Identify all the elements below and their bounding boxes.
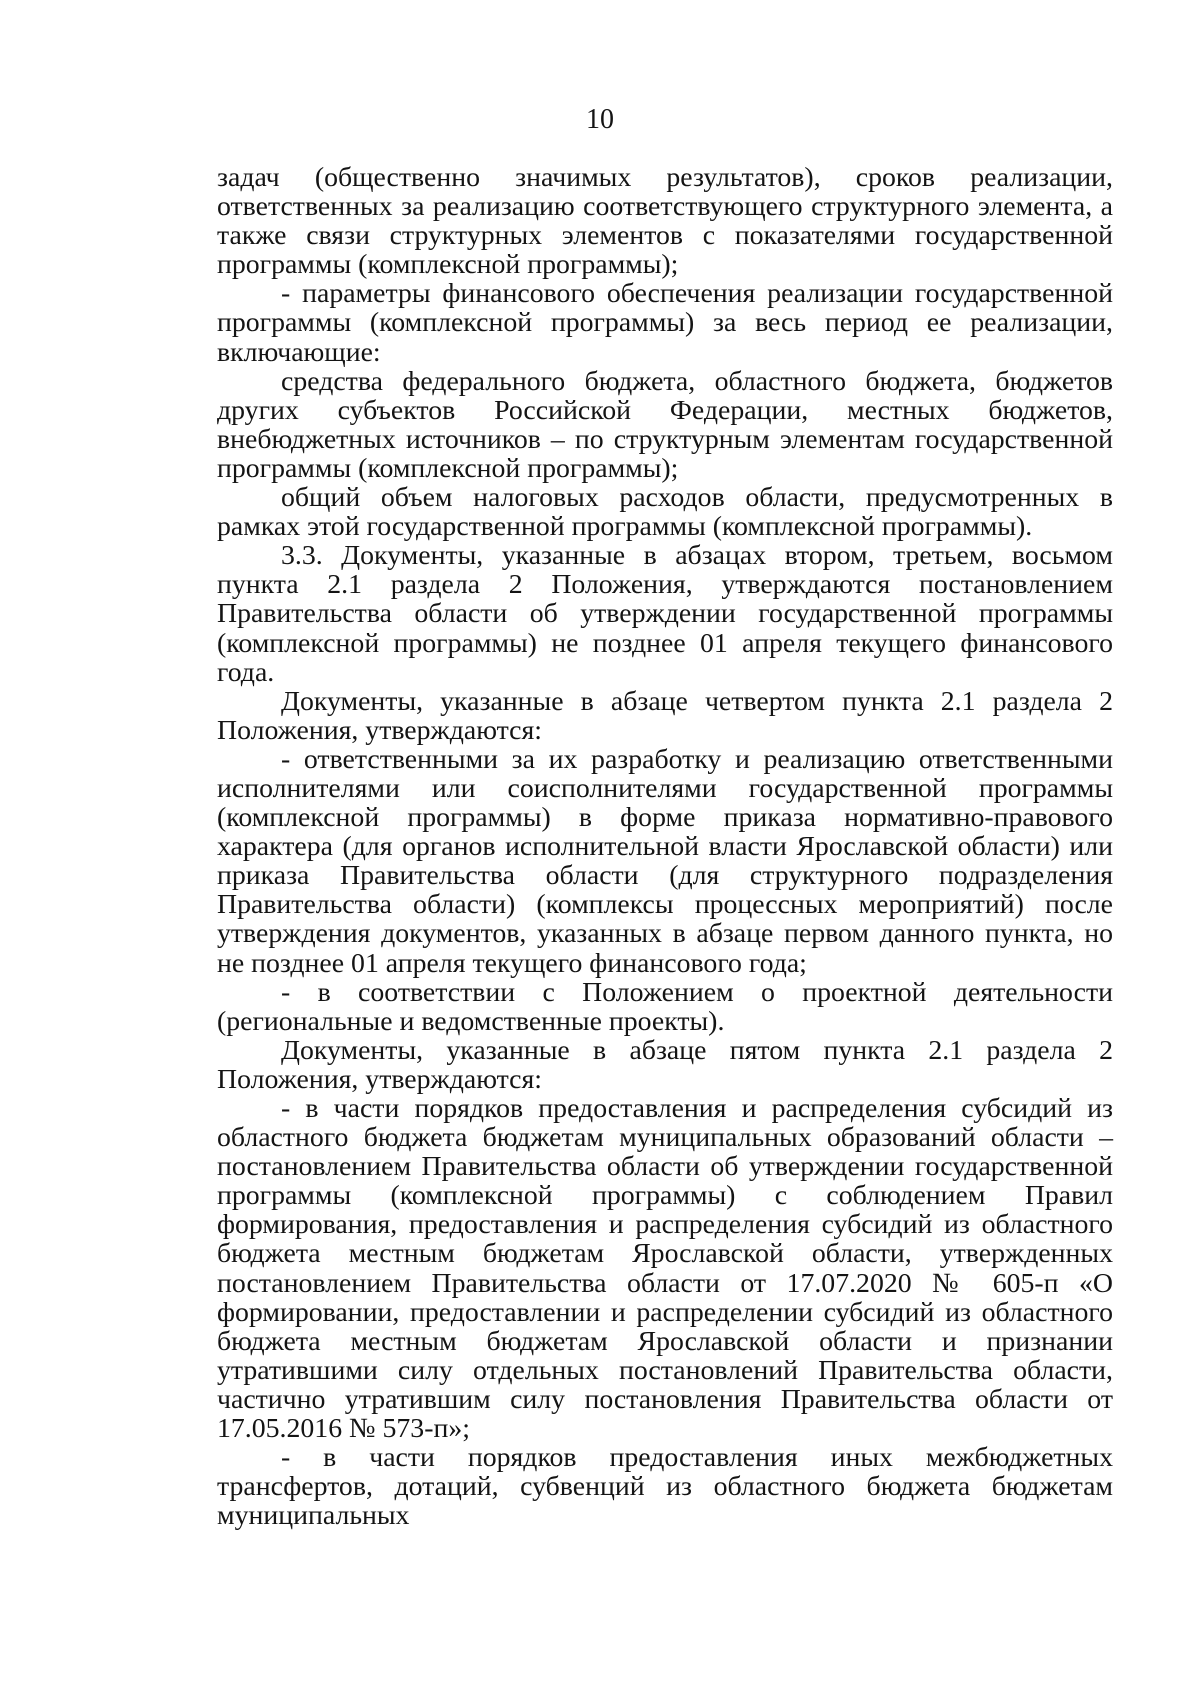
paragraph-5: 3.3. Документы, указанные в абзацах втором, третьем, восьмом пункта 2.1 раздела 2 Положения, утверждаются постановлением Правительства области об утверждении государственной программы (комплексной программы) не позднее 01 апреля текущего финансового года. bbox=[217, 540, 1113, 688]
document-body bbox=[217, 163, 1113, 1530]
paragraph-1: задач (общественно значимых результатов), сроков реализации, ответственных за реализацию соответствующего структурного элемента, а также связи структурных элементов с показателями государственной программы (комплексной программы); bbox=[217, 162, 1113, 281]
paragraph-3: средства федерального бюджета, областного бюджета, бюджетов других субъектов Российской Федерации, местных бюджетов, внебюджетных источников – по структурным элементам государственной программы (комплексной программы); bbox=[217, 365, 1113, 484]
paragraph-11: - в части порядков предоставления иных межбюджетных трансфертов, дотаций, субвенций из областного бюджета бюджетам муниципальных bbox=[217, 1442, 1113, 1532]
paragraph-10: - в части порядков предоставления и распределения субсидий из областного бюджета бюджетам муниципальных образований области – постановлением Правительства области об утверждении государственной программы (комплексной программы) с соблюдением Правил формирования, предоставления и распределения субсидий из областного бюджета местным бюджетам Ярославской области, утвержденных постановлением Правительства области от 17.07.2020 № 605-п «О формировании, предоставлении и распределении субсидий из областного бюджета местным бюджетам Ярославской области и признании утратившими силу отдельных постановлений Правительства области, частично утратившим силу постановления Правительства области от 17.05.2016 № 573-п»; bbox=[217, 1093, 1113, 1445]
paragraph-6: Документы, указанные в абзаце четвертом пункта 2.1 раздела 2 Положения, утверждаются: bbox=[217, 685, 1113, 746]
paragraph-9: Документы, указанные в абзаце пятом пункта 2.1 раздела 2 Положения, утверждаются: bbox=[217, 1034, 1113, 1095]
paragraph-7: - ответственными за их разработку и реализацию ответственными исполнителями или соисполнителями государственной программы (комплексной программы) в форме приказа нормативно-правового характера (для органов исполнительной власти Ярославской области) или приказа Правительства области (для структурного подразделения Правительства области) (комплексы процессных мероприятий) после утверждения документов, указанных в абзаце первом данного пункта, но не позднее 01 апреля текущего финансового года; bbox=[217, 743, 1113, 979]
paragraph-2: - параметры финансового обеспечения реализации государственной программы (комплексной программы) за весь период ее реализации, включающие: bbox=[217, 278, 1113, 368]
page-number: 10 bbox=[586, 104, 614, 135]
paragraph-4: общий объем налоговых расходов области, предусмотренных в рамках этой государственной программы (комплексной программы). bbox=[217, 482, 1113, 543]
paragraph-8: - в соответствии с Положением о проектной деятельности (региональные и ведомственные проекты). bbox=[217, 976, 1113, 1037]
